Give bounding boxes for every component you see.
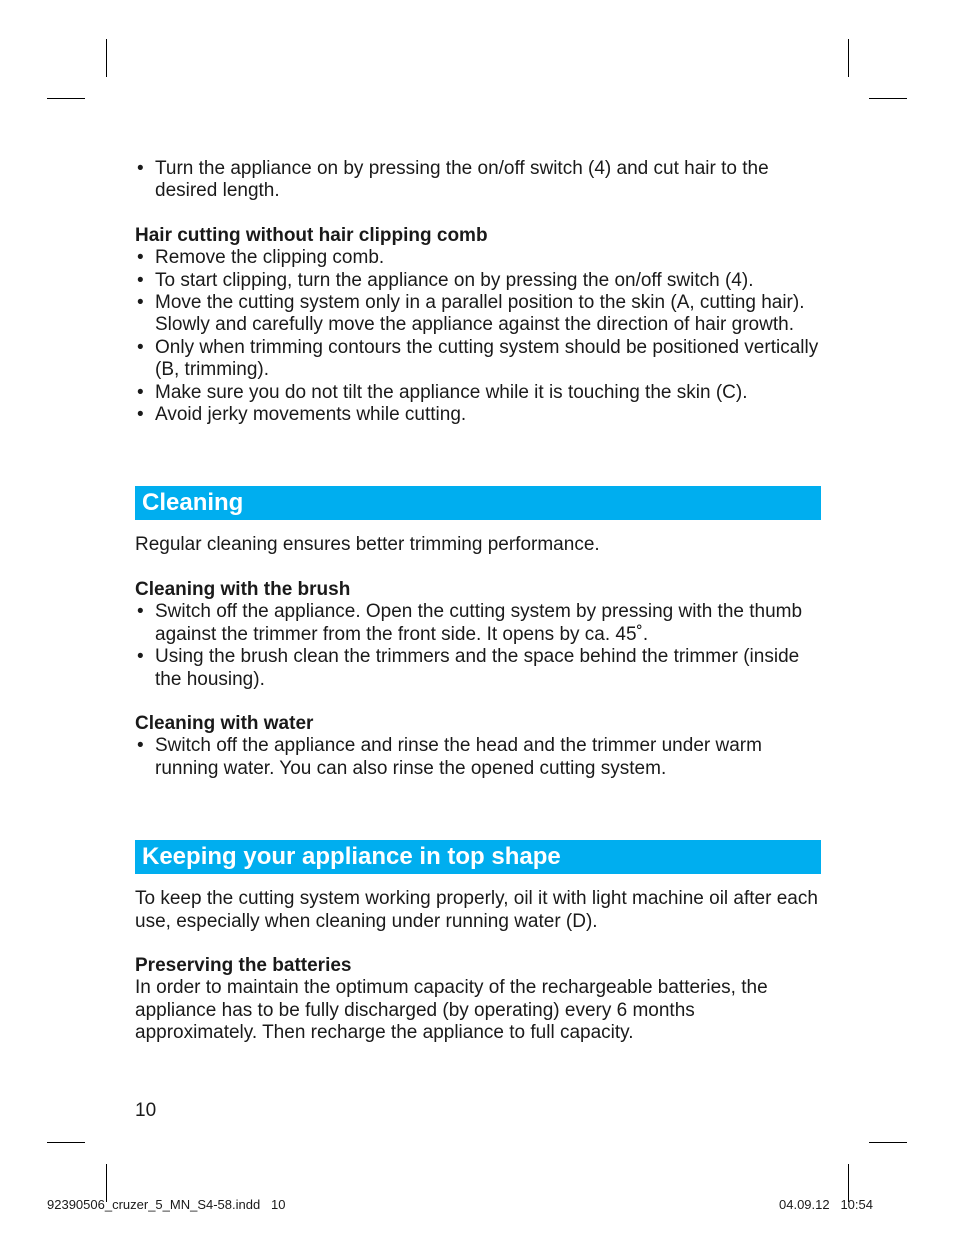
bullet-icon: • [137,158,144,179]
cleaning-brush-bullet-list [135,601,821,691]
list-item-text: Turn the appliance on by pressing the on/off switch (4) and cut hair to the desired length. [155,158,769,202]
subheading-hair-cutting: Hair cutting without hair clipping comb [135,224,488,246]
spacer [135,520,821,534]
list-item [135,270,821,292]
intro-bullet-list [135,158,821,203]
spacer [135,557,821,579]
bullet-icon: • [137,381,144,403]
list-item-text: Avoid jerky movements while cutting. [155,404,467,426]
list-item [135,404,821,426]
bullet-icon: • [137,646,144,668]
spacer [135,426,821,486]
list-item [135,735,821,780]
spacer [135,203,821,225]
bullet-icon: • [137,601,144,623]
page-number: 10 [135,1100,157,1121]
list-item-text: Move the cutting system only in a parallel position to the skin (A, cutting hair). Slowly and carefully move the appliance against the direction of hair growth. [155,292,805,336]
list-item [135,646,821,691]
bullet-icon: • [137,247,144,269]
list-item-text: Only when trimming contours the cutting system should be positioned vertically (B, trimming). [155,336,819,381]
crop-mark-top-right-horizontal [869,98,907,99]
list-item-text: Switch off the appliance. Open the cutting system by pressing with the thumb against the trimmer from the front side. It opens by ca. 45˚. [155,601,803,645]
crop-mark-top-right-vertical [848,39,849,77]
list-item [135,292,821,337]
spacer [135,691,821,713]
subheading-cleaning-water: Cleaning with water [135,712,314,734]
spacer [135,933,821,955]
crop-mark-top-left-horizontal [47,98,85,99]
crop-mark-bottom-right-horizontal [869,1142,907,1143]
list-item-text: Make sure you do not tilt the appliance while it is touching the skin (C). [155,381,748,403]
bullet-icon: • [137,735,144,757]
list-item [135,247,821,269]
list-item [135,382,821,404]
list-item [135,337,821,382]
hair-cutting-bullet-list [135,247,821,426]
batteries-text: In order to maintain the optimum capacity of the rechargeable batteries, the appliance has to be fully discharged (by operating) every 6 months approximately. Then recharge the appliance to full capacity. [135,977,768,1044]
bullet-icon: • [137,269,144,291]
crop-mark-top-left-vertical [106,39,107,77]
top-shape-intro-text: To keep the cutting system working properly, oil it with light machine oil after each use, especially when cleaning under running water (D). [135,888,818,932]
list-item-text: To start clipping, turn the appliance on by pressing the on/off switch (4). [155,269,754,291]
list-item-text: Using the brush clean the trimmers and the space behind the trimmer (inside the housing). [155,646,800,690]
list-item-text: Switch off the appliance and rinse the head and the trimmer under warm running water. You can also rinse the opened cutting system. [155,735,762,779]
cleaning-intro-text: Regular cleaning ensures better trimming performance. [135,534,600,556]
subheading-batteries: Preserving the batteries [135,954,352,976]
footer-date-time: 04.09.12 10:54 [779,1197,873,1212]
section-title-cleaning: Cleaning [135,486,821,520]
bullet-icon: • [137,404,144,426]
spacer [135,780,821,840]
section-title-top-shape: Keeping your appliance in top shape [135,840,821,874]
footer-file-info: 92390506_cruzer_5_MN_S4-58.indd 10 [47,1197,286,1212]
crop-mark-bottom-left-horizontal [47,1142,85,1143]
subheading-cleaning-brush: Cleaning with the brush [135,578,351,600]
bullet-icon: • [137,336,144,358]
spacer [135,874,821,888]
list-item [135,158,821,203]
list-item [135,601,821,646]
list-item-text: Remove the clipping comb. [155,247,385,269]
bullet-icon: • [137,292,144,314]
cleaning-water-bullet-list [135,735,821,780]
page-content [135,158,821,1045]
